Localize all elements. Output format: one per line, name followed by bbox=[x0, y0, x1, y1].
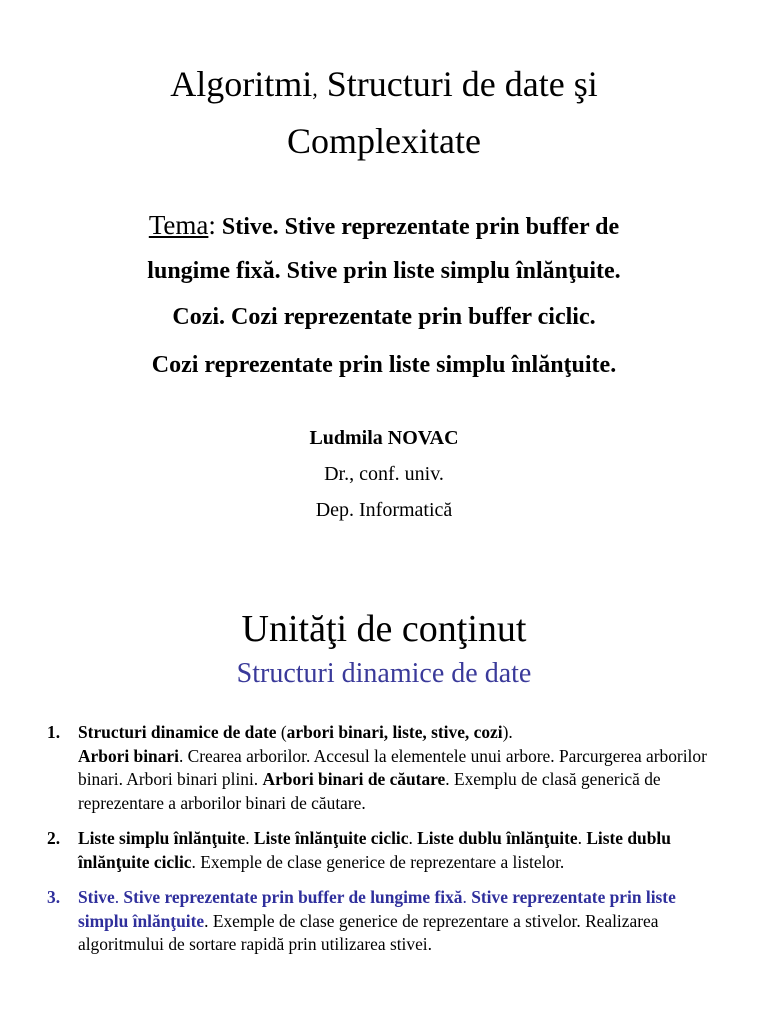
course-title-line2: Complexitate bbox=[287, 121, 481, 161]
theme-line-2: lungime fixă. Stive prin liste simplu înlănţuite. bbox=[147, 258, 621, 284]
item-number: 1. bbox=[47, 722, 61, 742]
contents-slide bbox=[0, 580, 768, 1024]
list-item: 1. Structuri dinamice de date (arbori binari, liste, stive, cozi). Arbori binari. Crearea arborilor. Accesul la elementele unui arbore. Parcurgerea arborilor binari. Arbori binari plini. Arbori binari de căutare. Exemplu de clasă generică de reprezentare a arborilor binari de căutare. bbox=[47, 722, 707, 813]
list-item: 2. Liste simplu înlănţuite. Liste înlănţuite ciclic. Liste dublu înlănţuite. Liste dublu înlănţuite ciclic. Exemple de clase generice de reprezentare a listelor. bbox=[47, 828, 671, 872]
theme-line-1: Tema: Stive. Stive reprezentate prin buffer de bbox=[148, 210, 620, 240]
contents-list bbox=[0, 721, 768, 969]
theme-line-3: Cozi. Cozi reprezentate prin buffer ciclic. bbox=[172, 304, 596, 330]
contents-title: Unităţi de conţinut bbox=[241, 608, 527, 650]
author-name: Ludmila NOVAC bbox=[309, 427, 459, 449]
course-title-line1: Algoritmi, Structuri de date şi bbox=[170, 64, 598, 104]
theme-label: Tema bbox=[148, 210, 209, 240]
item-number: 3. bbox=[47, 887, 61, 907]
theme-line-4: Cozi reprezentate prin liste simplu înlănţuite. bbox=[151, 352, 617, 378]
author-position: Dr., conf. univ. bbox=[324, 463, 444, 485]
author-block bbox=[0, 420, 768, 528]
course-title bbox=[0, 58, 768, 167]
item-number: 2. bbox=[47, 828, 61, 848]
contents-subtitle: Structuri dinamice de date bbox=[236, 658, 532, 689]
lecture-theme bbox=[0, 202, 768, 388]
list-item-current: 3. Stive. Stive reprezentate prin buffer de lungime fixă. Stive reprezentate prin liste simplu înlănţuite. Exemple de clase generice de reprezentare a stivelor. Realizarea algoritmului de sortare rapidă prin utilizarea stivei. bbox=[47, 887, 676, 954]
author-department: Dep. Informatică bbox=[315, 499, 453, 521]
